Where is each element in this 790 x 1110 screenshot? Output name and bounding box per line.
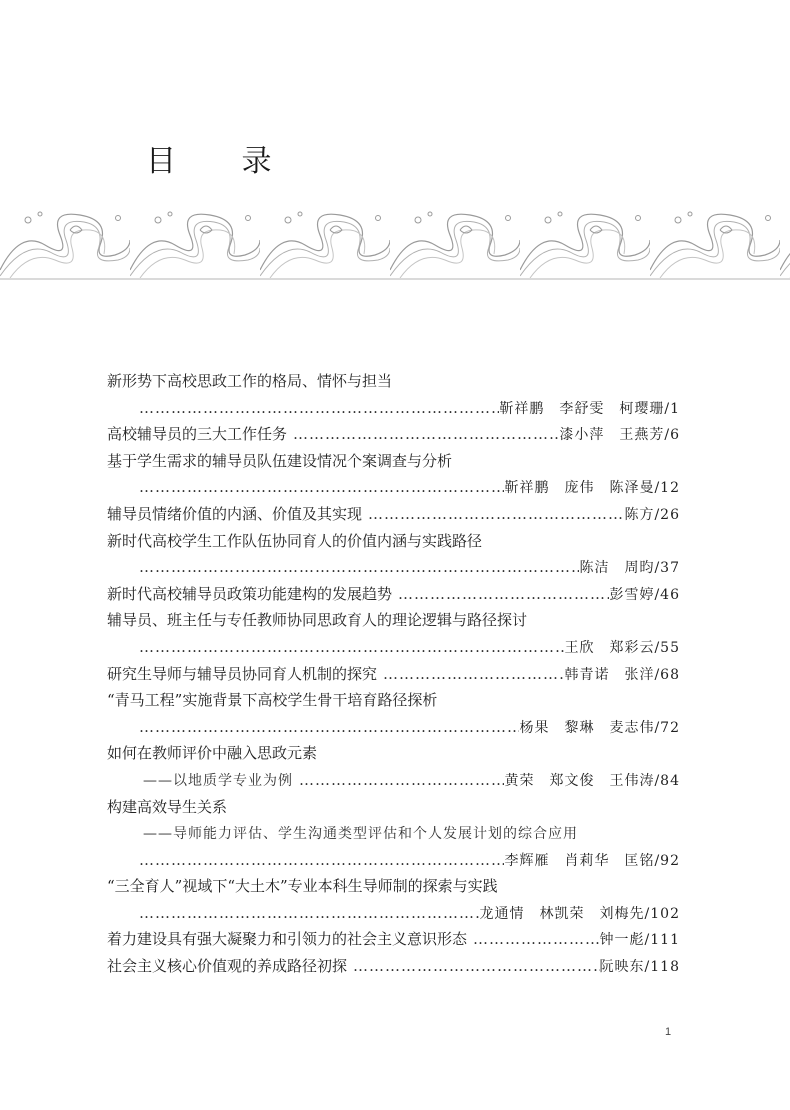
dot-leader [133, 395, 499, 422]
dot-leader [133, 474, 504, 501]
entry-title: 新时代高校辅导员政策功能建构的发展趋势 [107, 584, 393, 603]
dot-leader [133, 714, 519, 741]
toc-entry[interactable] [107, 661, 680, 688]
dot-leader [293, 767, 504, 794]
entry-title: 新时代高校学生工作队伍协同育人的价值内涵与实践路径 [107, 531, 483, 550]
entry-authors: 阮映东/118 [599, 959, 680, 976]
toc-entry-byline[interactable] [107, 900, 680, 927]
entry-authors: 杨果 黎琳 麦志伟/72 [519, 719, 680, 736]
page-title: 目 录 [146, 144, 300, 179]
toc-entry-byline[interactable] [107, 474, 680, 501]
entry-title: 构建高效导生关系 [107, 797, 228, 816]
dot-leader [133, 900, 480, 927]
entry-title: 辅导员、班主任与专任教师协同思政育人的理论逻辑与路径探讨 [107, 611, 528, 630]
entry-authors: 王欣 郑彩云/55 [564, 639, 680, 656]
entry-title: 如何在教师评价中融入思政元素 [107, 744, 318, 763]
toc-entry[interactable] [107, 794, 680, 821]
entry-title: 社会主义核心价值观的养成路径初探 [107, 957, 348, 976]
toc-entry[interactable] [107, 926, 680, 953]
entry-authors: 靳祥鹏 李舒雯 柯璎珊/1 [499, 400, 680, 417]
entry-authors: 漆小萍 王燕芳/6 [559, 427, 680, 444]
entry-title: 高校辅导员的三大工作任务 [107, 425, 288, 444]
toc-entry-byline[interactable] [107, 847, 680, 874]
entry-subtitle: ——导师能力评估、学生沟通类型评估和个人发展计划的综合应用 [143, 826, 578, 843]
dot-leader [362, 501, 624, 528]
entry-title: “三全育人”视域下“大土木”专业本科生导师制的探索与实践 [107, 877, 498, 896]
entry-authors: 黄荣 郑文俊 王伟涛/84 [504, 772, 680, 789]
toc-entry-byline[interactable] [107, 395, 680, 422]
entry-title: 新形势下高校思政工作的格局、情怀与担当 [107, 372, 393, 390]
dot-leader [287, 421, 559, 448]
toc-entry[interactable] [107, 448, 680, 475]
toc-entry[interactable] [107, 528, 680, 555]
toc-entry[interactable] [107, 953, 680, 980]
toc-entry-subtitle-line [107, 820, 680, 847]
dot-leader [392, 581, 609, 608]
entry-authors: 李辉雁 肖莉华 匡铭/92 [504, 852, 680, 869]
entry-authors: 靳祥鹏 庞伟 陈泽曼/12 [504, 480, 680, 497]
toc-entry[interactable] [107, 421, 680, 448]
wave-pattern-icon [0, 200, 790, 280]
toc-entry-byline[interactable] [107, 767, 680, 794]
entry-title: 辅导员情绪价值的内涵、价值及其实现 [107, 504, 363, 523]
toc-entry-byline[interactable] [107, 714, 680, 741]
entry-title: “青马工程”实施背景下高校学生骨干培育路径探析 [107, 691, 438, 710]
toc-entry-byline[interactable] [107, 634, 680, 661]
dot-leader [133, 634, 564, 661]
dot-leader [467, 926, 600, 953]
toc-entry[interactable] [107, 607, 680, 634]
entry-title: 研究生导师与辅导员协同育人机制的探究 [107, 664, 378, 683]
dot-leader [133, 847, 504, 874]
entry-authors: 陈方/26 [624, 506, 680, 523]
entry-authors: 龙通情 林凯荣 刘梅先/102 [479, 905, 680, 922]
entry-authors: 彭雪婷/46 [609, 586, 680, 603]
entry-title: 着力建设具有强大凝聚力和引领力的社会主义意识形态 [107, 930, 468, 949]
dot-leader [133, 554, 579, 581]
entry-authors: 钟一彪/111 [599, 932, 680, 949]
toc-entry[interactable] [107, 687, 680, 714]
toc-entry[interactable] [107, 368, 680, 395]
page-number: 1 [665, 1026, 672, 1038]
dot-leader [377, 661, 564, 688]
toc-entry[interactable] [107, 581, 680, 608]
entry-subtitle: ——以地质学专业为例 [143, 772, 293, 789]
table-of-contents [107, 368, 680, 980]
toc-entry[interactable] [107, 873, 680, 900]
dot-leader [347, 953, 600, 980]
toc-entry-byline[interactable] [107, 554, 680, 581]
entry-authors: 陈洁 周昀/37 [579, 560, 680, 577]
toc-entry[interactable] [107, 740, 680, 767]
entry-title: 基于学生需求的辅导员队伍建设情况个案调查与分析 [107, 451, 453, 470]
toc-entry[interactable] [107, 501, 680, 528]
entry-authors: 韩青诺 张洋/68 [564, 666, 680, 683]
